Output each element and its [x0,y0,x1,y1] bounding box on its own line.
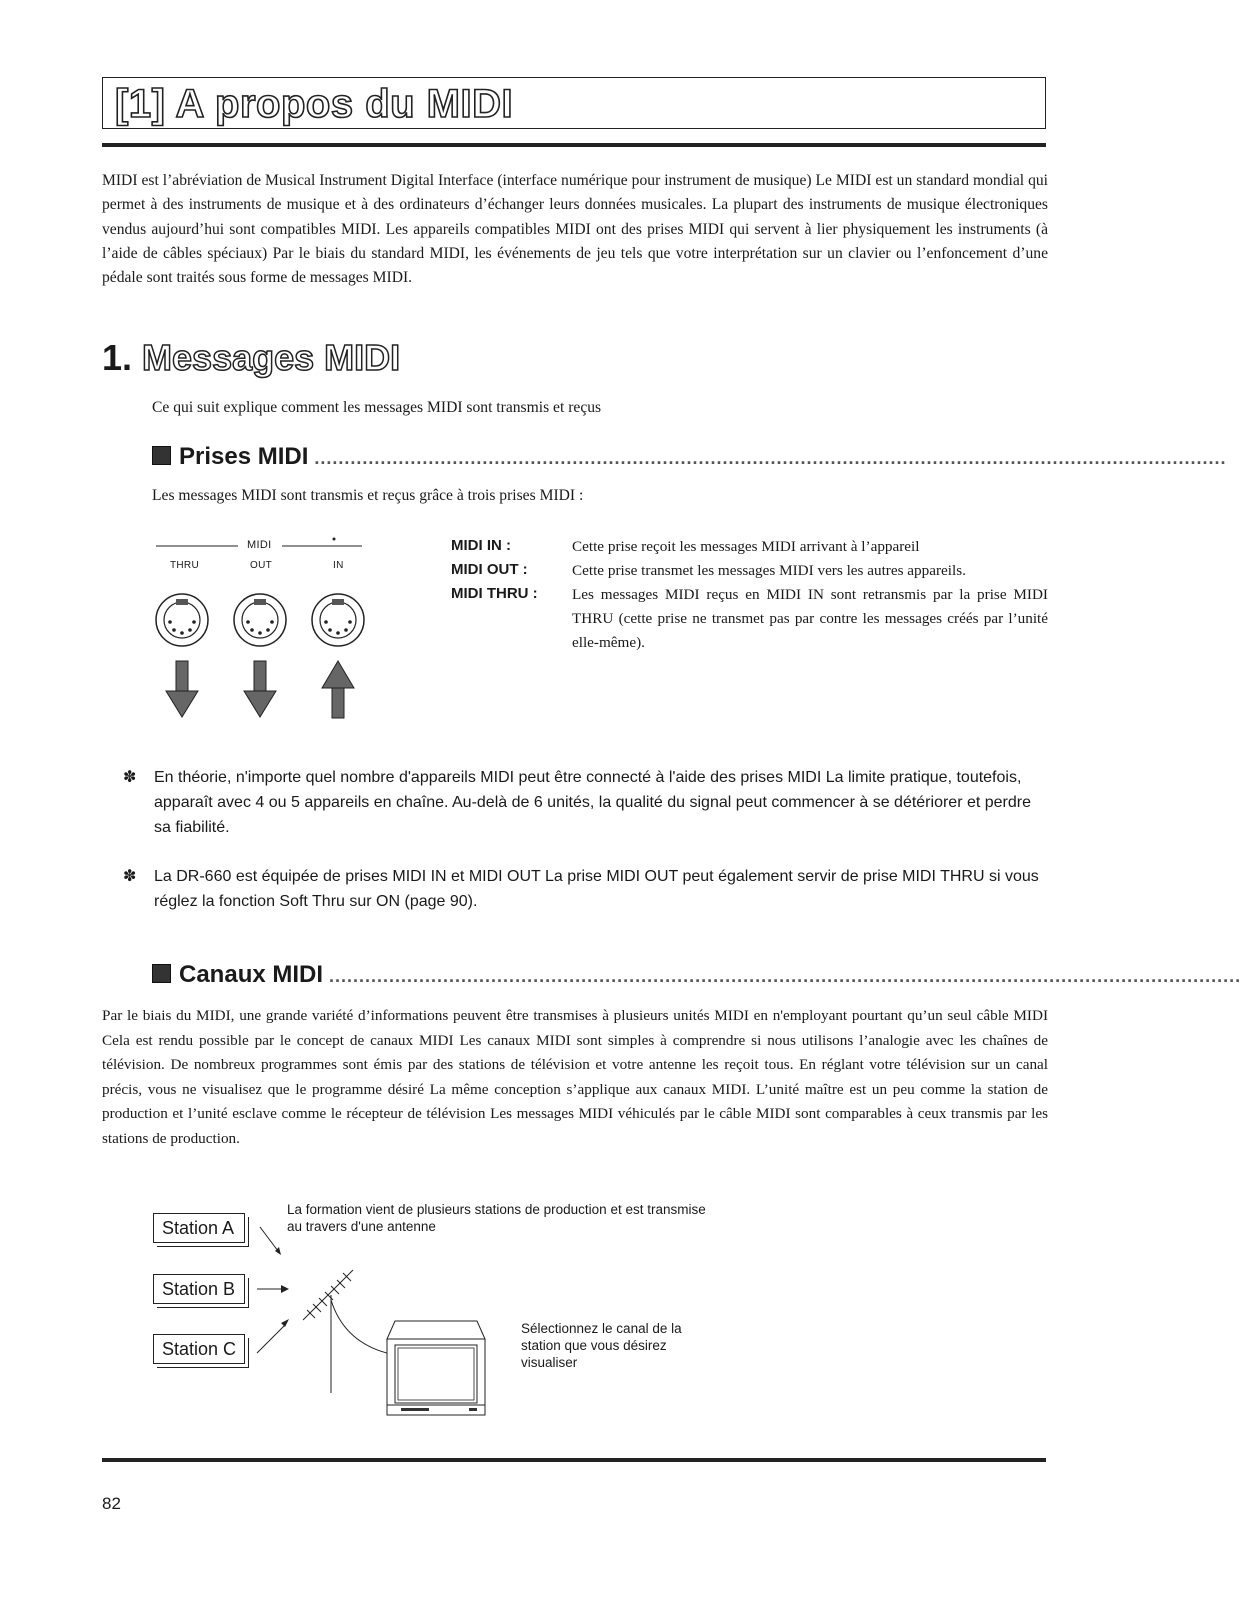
tv-diagram-svg [245,1215,505,1425]
midi-group-label: MIDI [247,539,272,551]
tv-diagram [245,1215,505,1425]
asterisk-icon: ✽ [123,868,137,885]
port-label-in: IN [333,560,344,571]
arrow-down-icon [166,661,198,717]
port-label-thru: THRU [170,560,199,571]
midi-ports-svg [150,527,390,727]
section-title: Messages MIDI [142,337,401,378]
def-desc-midi-in: Cette prise reçoit les messages MIDI arrivant à l’appareil [572,538,920,555]
section-description: Ce qui suit explique comment les messages MIDI sont transmis et reçus [152,399,602,416]
port-label-out: OUT [250,560,273,571]
square-bullet-icon [152,446,171,465]
midi-in-jack-icon [312,594,364,646]
dot-leader: ........................................................................................................................................................ [323,966,1241,986]
station-b-box: Station B [153,1274,245,1304]
intro-paragraph: MIDI est l’abréviation de Musical Instrument Digital Interface (interface numérique pour instrument de musique) Le MIDI est un standard mondial qui permet à des instruments de musique et à des ordinateurs d’échanger leurs données musicales. La plupart des instruments de musique électroniques vendus aujourd’hui sont compatibles MIDI. Les appareils compatibles MIDI ont des prises MIDI qui servent à lier physiquement les instruments (à l’aide de câbles spéciaux) Par le biais du standard MIDI, les événements de jeu tels que votre interprétation sur un clavier ou l’enfoncement d’une pédale sont traités sous forme de messages MIDI. [102,172,1048,287]
canaux-heading-text: Canaux MIDI [179,961,324,988]
section-heading [102,337,400,379]
def-term-midi-in: MIDI IN : [451,537,511,554]
midi-ports-diagram [150,527,390,727]
square-bullet-icon [152,964,171,983]
prises-description: Les messages MIDI sont transmis et reçus grâce à trois prises MIDI : [152,487,584,504]
prises-heading [152,443,1227,477]
canaux-heading [152,961,1241,995]
television-icon [387,1321,485,1415]
page-title: [1] A propos du MIDI [115,82,514,126]
def-term-midi-out: MIDI OUT : [451,561,528,578]
note-text: La DR-660 est équipée de prises MIDI IN et MIDI OUT La prise MIDI OUT peut également servir de prise MIDI THRU si vous réglez la fonction Soft Thru sur ON (page 90). [154,868,1039,910]
def-term-midi-thru: MIDI THRU : [451,585,538,602]
bottom-rule [102,1458,1046,1462]
station-a-box: Station A [153,1213,245,1243]
arrow-down-icon [244,661,276,717]
canaux-paragraph: Par le biais du MIDI, une grande variété d’informations peuvent être transmises à plusieurs unités MIDI en n'employant pourtant qu’un seul câble MIDI Cela est rendu possible par le concept de canaux MIDI Les canaux MIDI sont simples à comprendre si nous utilisons l’analogie avec les chaînes de télévision. De nombreux programmes sont émis par des stations de télévision et votre antenne les reçoit tous. En réglant votre télévision sur un canal précis, vous ne visualisez que le programme désiré La même conception s’applique aux canaux MIDI. L’unité maître est un peu comme la station de production et l’unité esclave comme le récepteur de télévision Les messages MIDI véhiculés par le câble MIDI sont comparables à ceux transmis par les stations de production. [102,1007,1048,1147]
title-box [102,77,1046,129]
caption-tv: Sélectionnez le canal de la station que vous désirez visualiser [521,1321,682,1370]
note-text: En théorie, n'importe quel nombre d'appareils MIDI peut être connecté à l'aide des prises MIDI La limite pratique, toutefois, apparaît avec 4 ou 5 appareils en chaîne. Au-delà de 6 unités, la qualité du signal peut commencer à se détériorer et perdre sa fiabilité. [154,769,1031,836]
prises-heading-text: Prises MIDI [179,443,309,470]
title-rule [102,143,1046,147]
dot-leader: ........................................................................................................................................................ [308,448,1227,468]
section-number: 1. [102,337,133,378]
station-c-box: Station C [153,1334,245,1364]
midi-thru-jack-icon [156,594,208,646]
caption-stations: La formation vient de plusieurs stations de production et est transmise au travers d'une antenne [287,1202,706,1234]
page-number: 82 [102,1494,121,1513]
arrow-up-icon [322,661,354,718]
def-desc-midi-out: Cette prise transmet les messages MIDI vers les autres appareils. [572,562,966,579]
def-desc-midi-thru: Les messages MIDI reçus en MIDI IN sont retransmis par la prise MIDI THRU (cette prise ne transmet pas par contre les messages créés par l’unité elle-même). [572,586,1048,651]
midi-out-jack-icon [234,594,286,646]
antenna-icon [303,1270,353,1393]
asterisk-icon: ✽ [123,769,137,786]
